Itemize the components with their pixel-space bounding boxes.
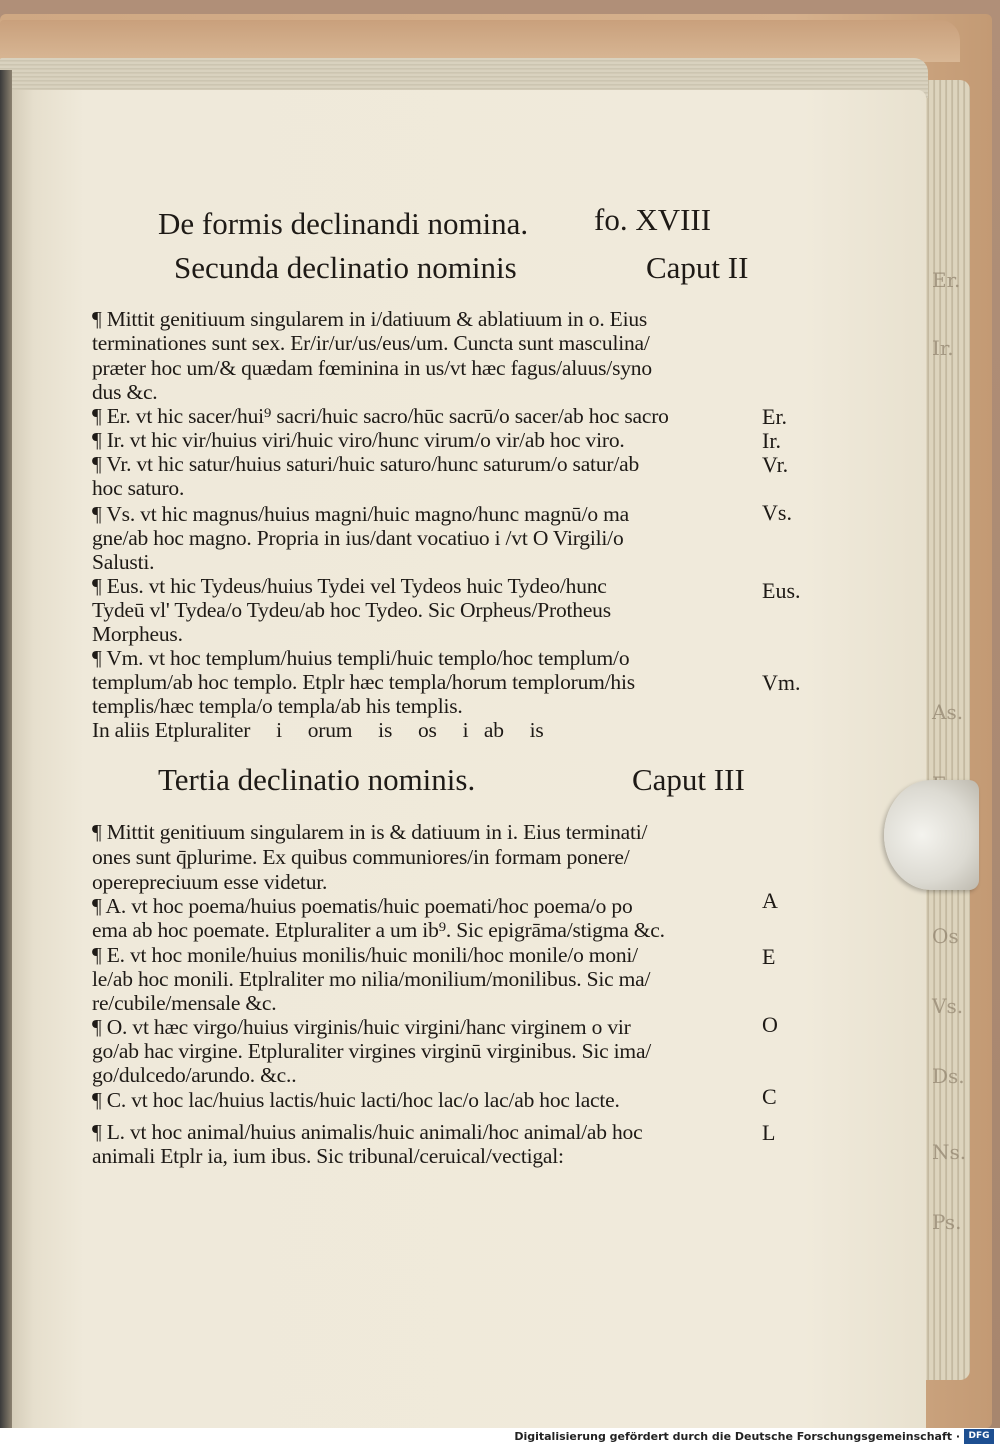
text-line: re/cubile/mensale &c. — [92, 991, 277, 1015]
text-line: operepreciuum esse videtur. — [92, 870, 328, 894]
text-line: ¶ Vs. vt hic magnus/huius magni/huic magno/hunc magnū/o ma — [92, 502, 629, 526]
text-line: ¶ Ir. vt hic vir/huius viri/huic viro/hunc virum/o vir/ab hoc viro. — [92, 428, 625, 452]
binding-gutter — [0, 70, 12, 1428]
chapter-label: Caput II — [646, 250, 749, 285]
margin-note: L — [762, 1120, 776, 1145]
dfg-logo: DFG — [964, 1429, 994, 1444]
text-line: ¶ Vm. vt hoc templum/huius templi/huic templo/hoc templum/o — [92, 646, 630, 670]
margin-note: Vs. — [762, 500, 792, 525]
text-line: ¶ Vr. vt hic satur/huius saturi/huic saturo/hunc saturum/o satur/ab — [92, 452, 639, 476]
book-cover-top — [0, 20, 960, 62]
ghost-letter: As. — [932, 700, 964, 724]
text-line: ¶ Mittit genitiuum singularem in is & datiuum in i. Eius terminati/ — [92, 820, 648, 844]
text-line: Tydeū vl' Tydea/o Tydeu/ab hoc Tydeo. Sic Orpheus/Protheus — [92, 598, 611, 622]
text-line: templum/ab hoc templo. Etplr hæc templa/horum templorum/his — [92, 670, 635, 694]
margin-note: Ir. — [762, 428, 781, 453]
text-line: ¶ C. vt hoc lac/huius lactis/huic lacti/hoc lac/o lac/ab hoc lacte. — [92, 1088, 620, 1112]
margin-note: A — [762, 888, 778, 913]
text-line: præter hoc um/& quædam fœminina in us/vt hæc fagus/aluus/syno — [92, 356, 652, 380]
text-line: animali Etplr ia, ium ibus. Sic tribunal/ceruical/vectigal: — [92, 1144, 564, 1168]
text-line: le/ab hoc monili. Etplraliter mo nilia/monilium/monilibus. Sic ma/ — [92, 967, 651, 991]
section-title: Tertia declinatio nominis. — [158, 762, 476, 797]
text-line: gne/ab hoc magno. Propria in ius/dant vocatiuo i /vt O Virgili/o — [92, 526, 624, 550]
ghost-letter: Er. — [932, 268, 961, 292]
folio-number: fo. XVIII — [594, 202, 712, 237]
text-line: ema ab hoc poemate. Etpluraliter a um ib⁹. Sic epigrāma/stigma &c. — [92, 918, 665, 942]
text-line: dus &c. — [92, 380, 158, 404]
text-line: Salusti. — [92, 550, 155, 574]
text-line: hoc saturo. — [92, 476, 185, 500]
ghost-letter: Os — [932, 924, 959, 948]
margin-note: Er. — [762, 404, 788, 429]
margin-note: Vm. — [762, 670, 801, 695]
text-line: ¶ A. vt hoc poema/huius poematis/huic poemati/hoc poema/o po — [92, 894, 633, 918]
text-line: In aliis Etpluraliter i orum is os i ab is — [92, 718, 544, 742]
footer-bar — [0, 1428, 1000, 1446]
section-title: Secunda declinatio nominis — [174, 250, 517, 285]
margin-note: E — [762, 944, 776, 969]
text-line: templis/hæc templa/o templa/ab his templis. — [92, 694, 463, 718]
text-line: ones sunt q̄plurime. Ex quibus communiores/in formam ponere/ — [92, 845, 630, 869]
text-line: ¶ O. vt hæc virgo/huius virginis/huic virgini/hanc virginem o vir — [92, 1015, 631, 1039]
ghost-letter: Vs. — [932, 994, 964, 1018]
text-line: go/ab hac virgine. Etpluraliter virgines virginū virginibus. Sic ima/ — [92, 1039, 652, 1063]
ghost-letter: Ir. — [932, 336, 954, 360]
text-line: ¶ Mittit genitiuum singularem in i/datiuum & ablatiuum in o. Eius — [92, 307, 648, 331]
text-line: ¶ L. vt hoc animal/huius animalis/huic animali/hoc animal/ab hoc — [92, 1120, 643, 1144]
margin-note: C — [762, 1084, 777, 1109]
funding-credit: Digitalisierung gefördert durch die Deutsche Forschungsgemeinschaft · — [514, 1430, 960, 1443]
ghost-letter: Ps. — [932, 1210, 962, 1234]
text-line: terminationes sunt sex. Er/ir/ur/us/eus/um. Cuncta sunt masculina/ — [92, 331, 650, 355]
ghost-letter: Ns. — [932, 1140, 967, 1164]
text-line: ¶ Eus. vt hic Tydeus/huius Tydei vel Tydeos huic Tydeo/hunc — [92, 574, 607, 598]
text-line: ¶ E. vt hoc monile/huius monilis/huic monili/hoc monile/o moni/ — [92, 943, 638, 967]
paper-clip — [884, 780, 979, 890]
margin-note: Eus. — [762, 578, 801, 603]
page-leaf — [4, 90, 926, 1428]
margin-note: O — [762, 1012, 778, 1037]
text-line: ¶ Er. vt hic sacer/hui⁹ sacri/huic sacro/hūc sacrū/o sacer/ab hoc sacro — [92, 404, 669, 428]
text-line: Morpheus. — [92, 622, 183, 646]
margin-note: Vr. — [762, 452, 789, 477]
text-line: go/dulcedo/arundo. &c.. — [92, 1063, 297, 1087]
running-head: De formis declinandi nomina. — [158, 206, 529, 241]
ghost-letter: Ds. — [932, 1064, 965, 1088]
chapter-label: Caput III — [632, 762, 745, 797]
